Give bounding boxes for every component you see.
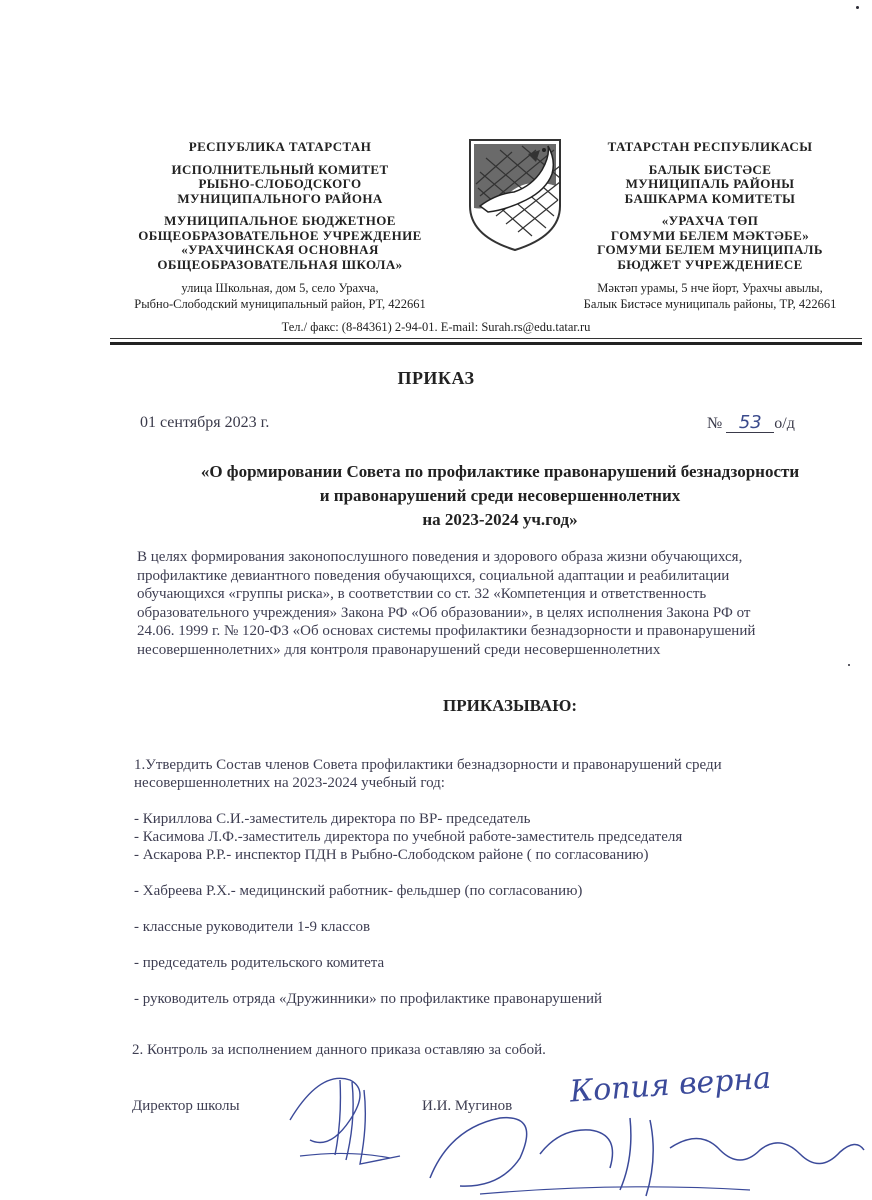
- number-prefix: №: [707, 415, 723, 432]
- address-ru-2: Рыбно-Слободский муниципальный район, РТ, 422661: [134, 297, 426, 311]
- order-heading: ПРИКАЗЫВАЮ:: [442, 696, 578, 715]
- subject-line: на 2023-2024 уч.год»: [422, 510, 578, 529]
- number-suffix: о/д: [774, 415, 795, 432]
- institution-tt-4: БЮДЖЕТ УЧРЕЖДЕНИЕСЕ: [617, 256, 803, 272]
- member-item: - Кириллова С.И.-заместитель директора по ВР- председатель: [134, 811, 531, 827]
- address-tt-2: Балык Бистәсе муниципаль районы, ТР, 422661: [583, 297, 837, 311]
- committee-tt-2: МУНИЦИПАЛЬ РАЙОНЫ: [625, 176, 795, 191]
- address-ru-1: улица Школьная, дом 5, село Урахча,: [181, 281, 379, 295]
- member-item: - классные руководители 1-9 классов: [134, 919, 371, 935]
- preamble-line: обучающихся «группы риска», в соответствии со ст. 32 «Компетенция и ответственность: [137, 586, 707, 602]
- committee-tt-1: БАЛЫК БИСТӘСЕ: [648, 161, 772, 177]
- member-item: - Аскарова Р.Р.- инспектор ПДН в Рыбно-Слободском районе ( по согласованию): [134, 847, 649, 863]
- header-divider-thin: [110, 338, 862, 339]
- handwritten-note: Копия верна: [568, 1060, 773, 1110]
- committee-ru-2: РЫБНО-СЛОБОДСКОГО: [198, 176, 362, 191]
- signature-name: И.И. Мугинов: [422, 1098, 513, 1114]
- address-tt-1: Мәктәп урамы, 5 нче йорт, Урахчы авылы,: [597, 281, 823, 295]
- subject-line: и правонарушений среди несовершеннолетних: [319, 486, 681, 505]
- committee-tt-3: БАШКАРМА КОМИТЕТЫ: [624, 190, 796, 206]
- scan-speck: [848, 664, 850, 666]
- preamble: [137, 548, 872, 659]
- committee-ru-3: МУНИЦИПАЛЬНОГО РАЙОНА: [177, 190, 383, 206]
- order-items: [134, 756, 864, 1008]
- institution-ru-2: ОБЩЕОБРАЗОВАТЕЛЬНОЕ УЧРЕЖДЕНИЕ: [138, 227, 422, 243]
- committee-ru-1: ИСПОЛНИТЕЛЬНЫЙ КОМИТЕТ: [171, 161, 389, 177]
- republic-ru: РЕСПУБЛИКА ТАТАРСТАН: [188, 139, 372, 154]
- institution-tt-2: ГОМУМИ БЕЛЕМ МӘКТӘБЕ»: [610, 227, 810, 243]
- member-item: - Касимова Л.Ф.-заместитель директора по учебной работе-заместитель председателя: [134, 829, 683, 845]
- institution-ru-4: ОБЩЕОБРАЗОВАТЕЛЬНАЯ ШКОЛА»: [157, 256, 403, 272]
- header-divider-thick: [110, 342, 862, 345]
- member-item: - Хабреева Р.Х.- медицинский работник- фельдшер (по согласованию): [134, 883, 583, 899]
- document-title: ПРИКАЗ: [397, 368, 475, 388]
- header-right: [545, 140, 872, 312]
- scan-speck: [856, 6, 859, 9]
- subject-line: «О формировании Совета по профилактике правонарушений безнадзорности: [200, 462, 800, 481]
- certified-copy-handwriting-icon: [420, 1058, 870, 1200]
- institution-tt-3: ГОМУМИ БЕЛЕМ МУНИЦИПАЛЬ: [597, 242, 823, 257]
- signature-role: Директор школы: [132, 1098, 240, 1114]
- number-handwritten: 53: [726, 414, 774, 433]
- institution-ru-3: «УРАХЧИНСКАЯ ОСНОВНАЯ: [181, 242, 379, 257]
- item1-line: несовершеннолетних на 2023-2024 учебный год:: [134, 775, 445, 791]
- member-item: - руководитель отряда «Дружинники» по профилактике правонарушений: [134, 991, 603, 1007]
- institution-tt-1: «УРАХЧА ТӨП: [661, 213, 759, 228]
- header-left: [110, 140, 450, 312]
- item2: 2. Контроль за исполнением данного приказа оставляю за собой.: [132, 1042, 546, 1058]
- republic-tt: ТАТАРСТАН РЕСПУБЛИКАСЫ: [607, 139, 813, 154]
- preamble-line: В целях формирования законопослушного поведения и здорового образа жизни обучающихся,: [137, 549, 743, 565]
- item1-line: 1.Утвердить Состав членов Совета профилактики безнадзорности и правонарушений среди: [134, 757, 722, 773]
- preamble-line: профилактике девиантного поведения обучающихся, социальной адаптации и реабилитации: [137, 567, 730, 584]
- member-item: - председатель родительского комитета: [134, 955, 385, 971]
- document-number: [707, 414, 795, 433]
- preamble-line: образовательного учреждения» Закона РФ «Об образовании», в целях исполнения Закона РФ от: [137, 604, 751, 621]
- preamble-line: несовершеннолетних» для контроля правонарушений среди несовершеннолетних: [137, 641, 661, 658]
- document-date: 01 сентября 2023 г.: [140, 414, 270, 431]
- order-subject: [110, 460, 872, 532]
- contacts-line: Тел./ факс: (8-84361) 2-94-01. E-mail: Surah.rs@edu.tatar.ru: [281, 320, 591, 334]
- preamble-line: 24.06. 1999 г. № 120-ФЗ «Об основах системы профилактики безнадзорности и правонарушений: [137, 623, 756, 639]
- institution-ru-1: МУНИЦИПАЛЬНОЕ БЮДЖЕТНОЕ: [164, 213, 396, 228]
